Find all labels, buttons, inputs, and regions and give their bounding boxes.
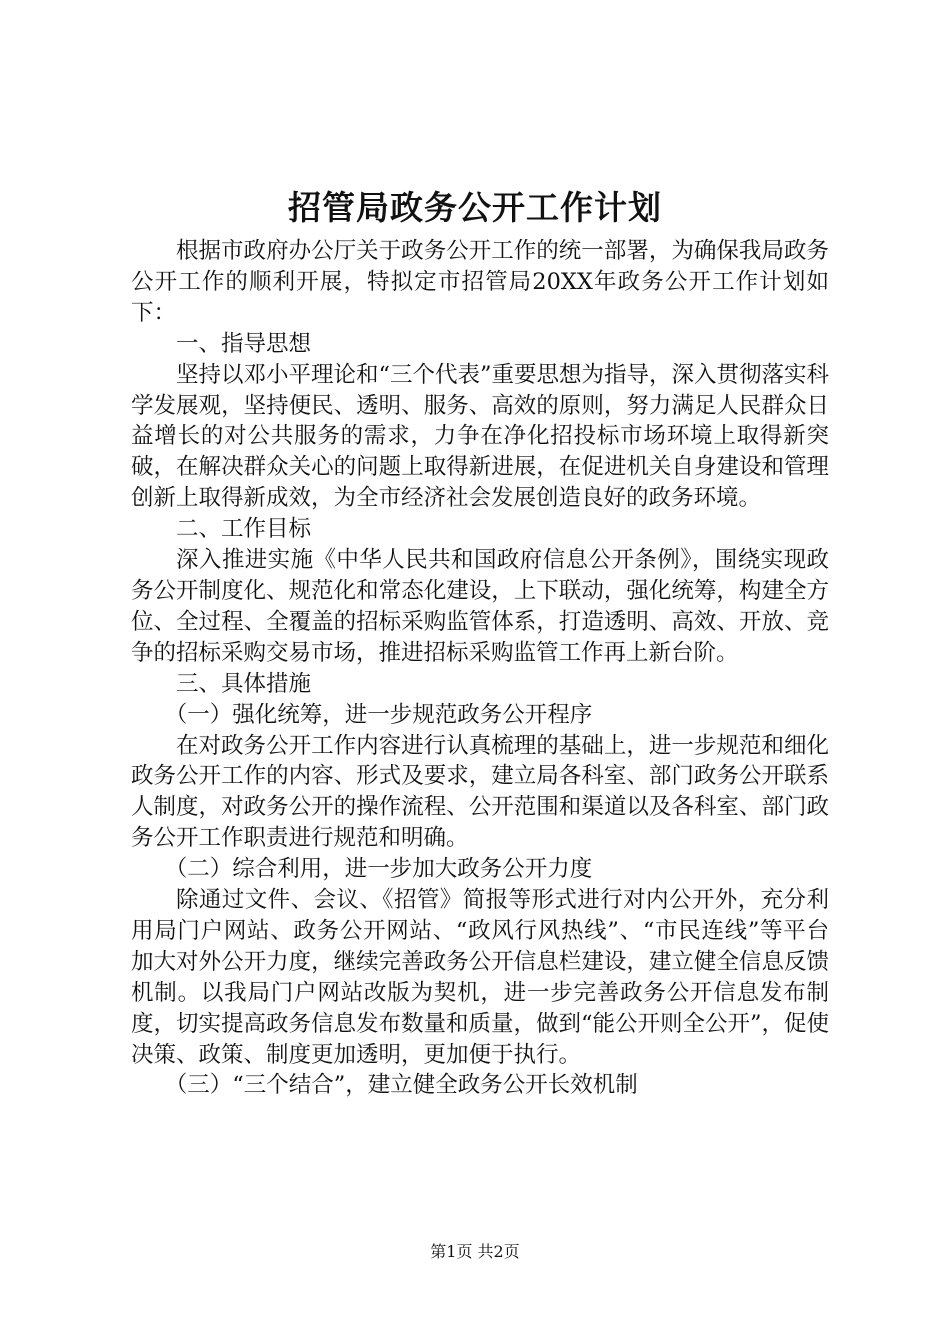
section-paragraph-work-goals: 深入推进实施《中华人民共和国政府信息公开条例》，围绕实现政务公开制度化、规范化和常态化建设，上下联动，强化统筹，构建全方位、全过程、全覆盖的招标采购监管体系，打造透明、高效、开放、竞争的招标采购交易市场，推进招标采购监管工作再上新台阶。 xyxy=(131,547,829,666)
document-body xyxy=(131,236,829,1101)
subsection-heading-coordination: （一）强化统筹，进一步规范政务公开程序 xyxy=(164,701,593,728)
subsection-paragraph-coordination: 在对政务公开工作内容进行认真梳理的基础上，进一步规范和细化政务公开工作的内容、形式及要求，建立局各科室、部门政务公开联系人制度，对政务公开的操作流程、公开范围和渠道以及各科室、部门政务公开工作职责进行规范和明确。 xyxy=(131,732,829,852)
section-heading-work-goals: 二、工作目标 xyxy=(176,516,312,543)
subsection-heading-three-combinations: （三）“三个结合”，建立健全政务公开长效机制 xyxy=(164,1072,638,1099)
page-footer: 第1页 共2页 xyxy=(430,1242,520,1261)
section-paragraph-guiding-ideology: 坚持以邓小平理论和“三个代表”重要思想为指导，深入贯彻落实科学发展观，坚持便民、透明、服务、高效的原则，努力满足人民群众日益增长的对公共服务的需求，力争在净化招投标市场环境上取得新突破，在解决群众关心的问题上取得新进展，在促进机关自身建设和管理创新上取得新成效，为全市经济社会发展创造良好的政务环境。 xyxy=(131,361,830,512)
subsection-heading-comprehensive-use: （二）综合利用，进一步加大政务公开力度 xyxy=(164,856,593,883)
subsection-paragraph-comprehensive-use: 除通过文件、会议、《招管》简报等形式进行对内公开外，充分利用局门户网站、政务公开网站、“政风行风热线”、“市民连线”等平台加大对外公开力度，继续完善政务公开信息栏建设，建立健全信息反馈机制。以我局门户网站改版为契机，进一步完善政务公开信息发布制度，切实提高政务信息发布数量和质量，做到“能公开则全公开”，促使决策、政策、制度更加透明，更加便于执行。 xyxy=(131,887,830,1068)
section-heading-guiding-ideology: 一、指导思想 xyxy=(176,330,312,357)
document-title: 招管局政务公开工作计划 xyxy=(288,188,662,227)
intro-paragraph: 根据市政府办公厅关于政务公开工作的统一部署，为确保我局政务公开工作的顺利开展，特拟定市招管局20XX年政务公开工作计划如下： xyxy=(131,238,829,326)
section-heading-specific-measures: 三、具体措施 xyxy=(176,670,312,697)
